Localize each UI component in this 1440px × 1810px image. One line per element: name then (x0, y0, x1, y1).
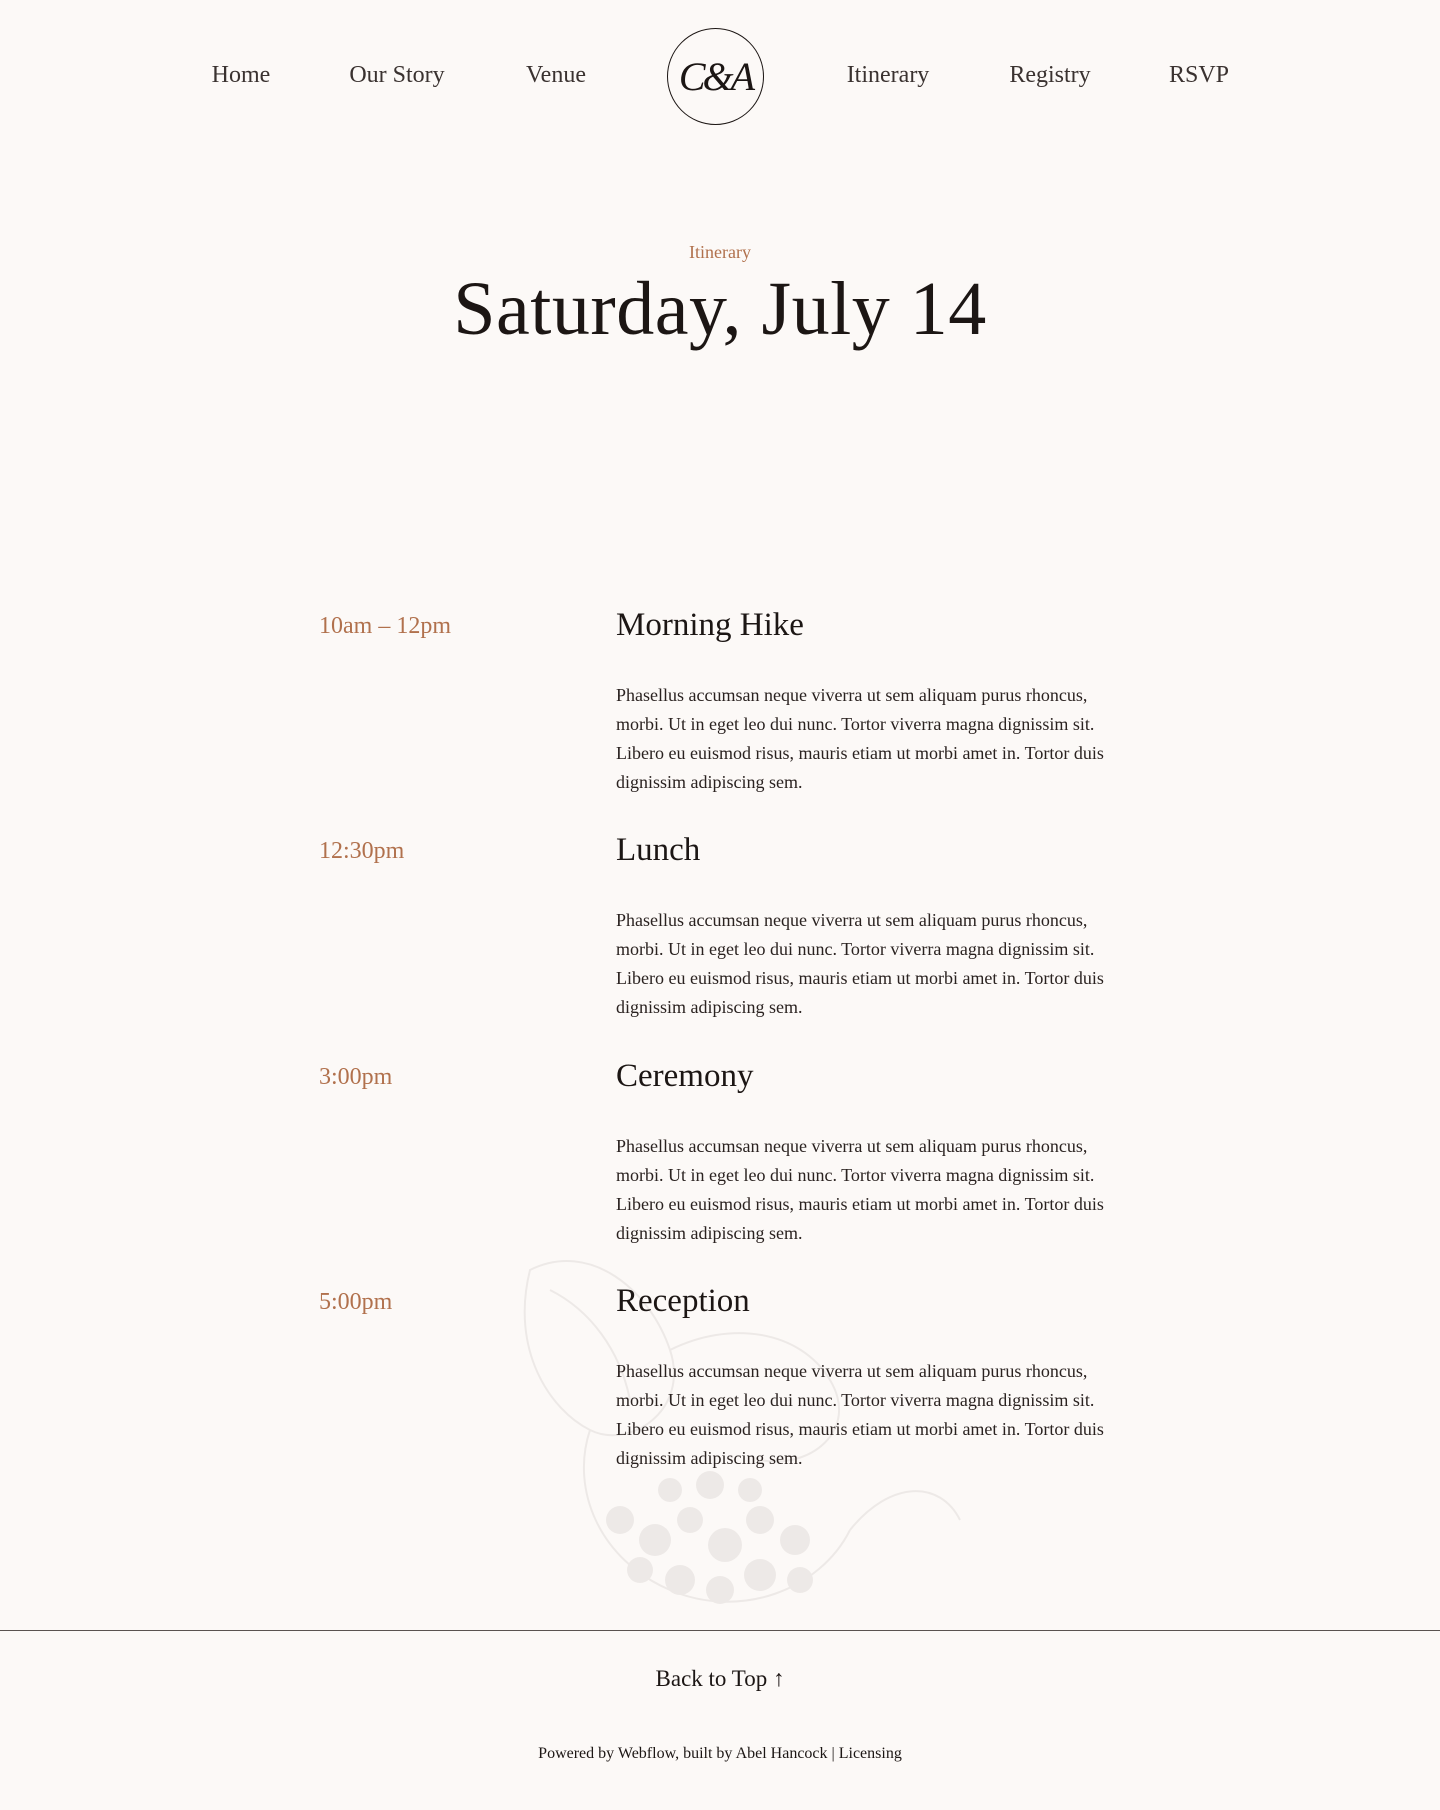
powered-by-label: Powered by (538, 1745, 615, 1762)
event-description: Phasellus accumsan neque viverra ut sem aliquam purus rhoncus, morbi. Ut in eget leo dui nunc. Tortor viverra magna dignissim sit. Libero eu euismod risus, mauris etiam ut morbi amet in. Tortor duis dignissim adipiscing sem. (616, 1361, 1104, 1468)
arrow-up-icon: ↑ (772, 1666, 785, 1691)
monogram-logo[interactable]: C&A (667, 28, 764, 125)
built-by-label: , built by (675, 1745, 733, 1762)
section-eyebrow: Itinerary (689, 242, 751, 262)
event-title: Lunch (616, 832, 701, 868)
event-title: Ceremony (616, 1058, 754, 1094)
event-title: Reception (616, 1283, 750, 1319)
main-nav (0, 0, 1440, 160)
event-time: 10am – 12pm (319, 613, 451, 639)
event-title: Morning Hike (616, 607, 804, 643)
back-to-top-label: Back to Top (655, 1666, 768, 1691)
webflow-link[interactable]: Webflow (617, 1745, 676, 1762)
event-time: 3:00pm (319, 1064, 393, 1090)
event-description: Phasellus accumsan neque viverra ut sem aliquam purus rhoncus, morbi. Ut in eget leo dui nunc. Tortor viverra magna dignissim sit. Libero eu euismod risus, mauris etiam ut morbi amet in. Tortor duis dignissim adipiscing sem. (616, 685, 1104, 792)
event-description: Phasellus accumsan neque viverra ut sem aliquam purus rhoncus, morbi. Ut in eget leo dui nunc. Tortor viverra magna dignissim sit. Libero eu euismod risus, mauris etiam ut morbi amet in. Tortor duis dignissim adipiscing sem. (616, 1136, 1104, 1243)
event-description: Phasellus accumsan neque viverra ut sem aliquam purus rhoncus, morbi. Ut in eget leo dui nunc. Tortor viverra magna dignissim sit. Libero eu euismod risus, mauris etiam ut morbi amet in. Tortor duis dignissim adipiscing sem. (616, 910, 1104, 1017)
nav-link-home[interactable]: Home (211, 62, 271, 88)
nav-link-venue[interactable]: Venue (526, 62, 586, 88)
footer-divider (0, 1630, 1440, 1631)
footer-separator: | (831, 1745, 835, 1762)
nav-link-our-story[interactable]: Our Story (349, 62, 445, 88)
author-link[interactable]: Abel Hancock (735, 1745, 828, 1762)
nav-link-itinerary[interactable]: Itinerary (846, 62, 930, 88)
page-title: Saturday, July 14 (453, 267, 987, 351)
back-to-top-link[interactable] (0, 1666, 1440, 1692)
footer-credits (0, 1745, 1440, 1763)
event-time: 5:00pm (319, 1289, 393, 1315)
nav-link-registry[interactable]: Registry (1009, 62, 1091, 88)
nav-link-rsvp[interactable]: RSVP (1168, 62, 1230, 88)
licensing-link[interactable]: Licensing (838, 1745, 902, 1762)
event-time: 12:30pm (319, 838, 405, 864)
